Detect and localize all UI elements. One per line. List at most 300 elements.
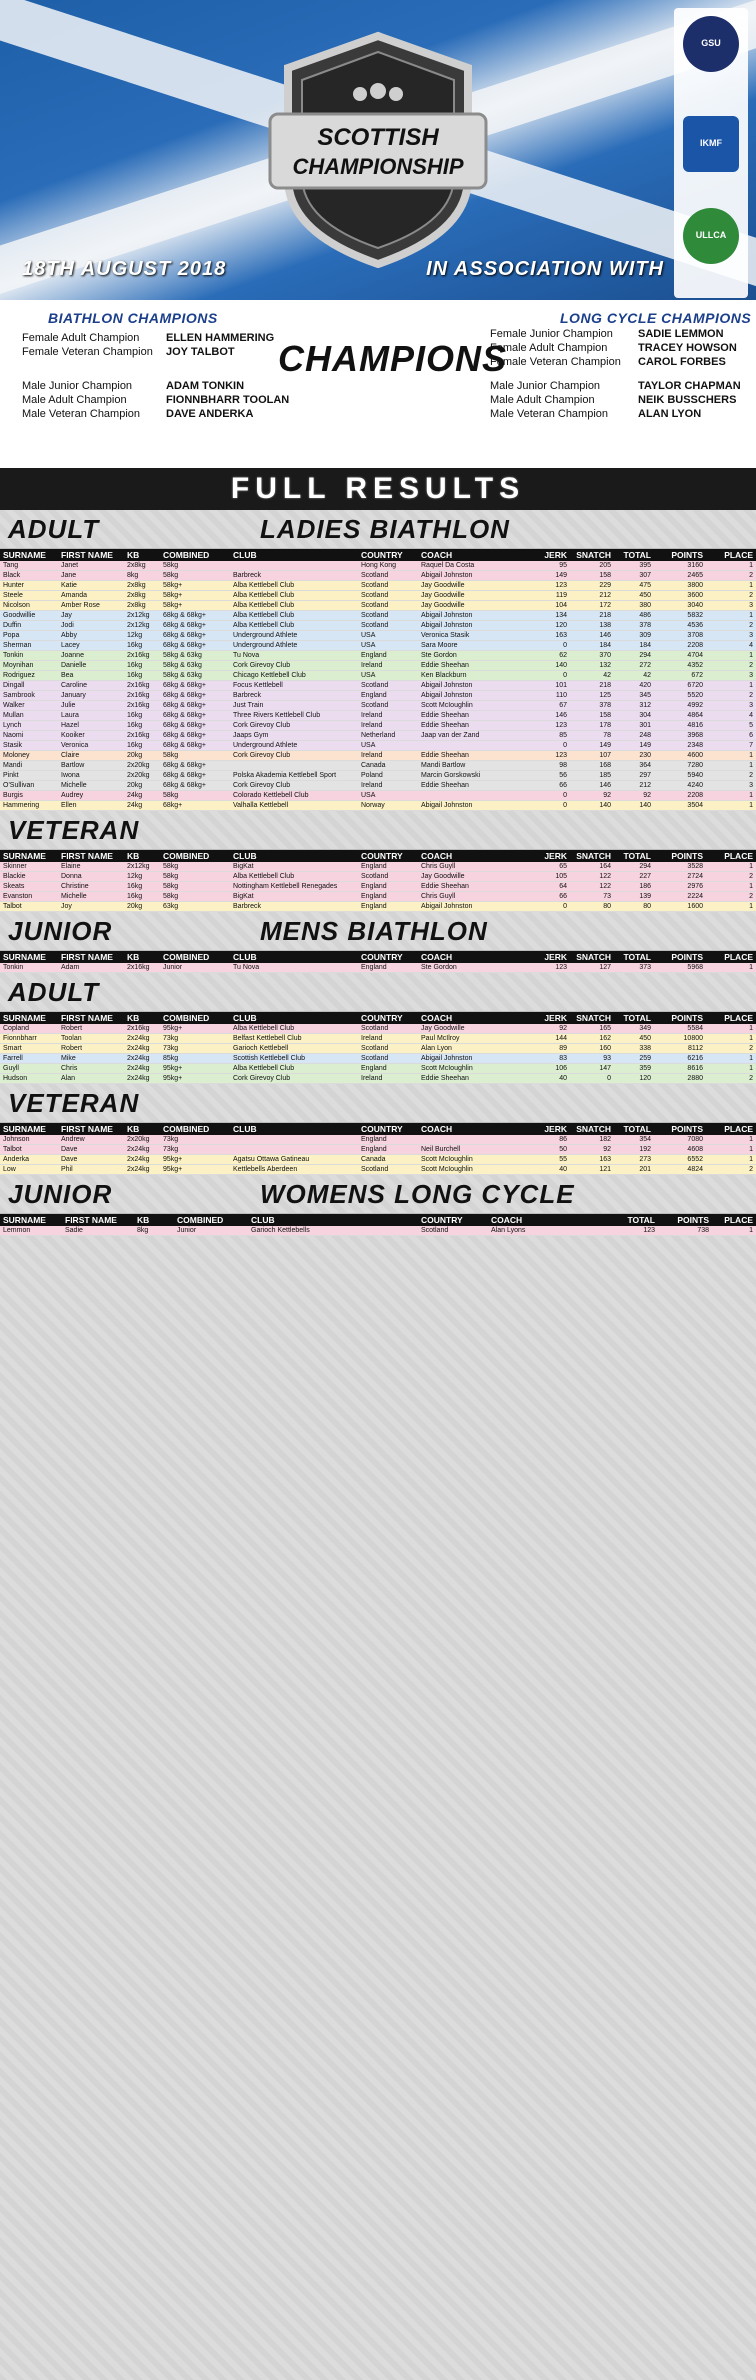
champion-label: Female Adult Champion <box>490 342 608 354</box>
gsu-logo-text: GSU <box>701 38 721 48</box>
table-cell: Scotland <box>358 681 418 691</box>
column-header: CLUB <box>230 951 358 963</box>
table-cell: Just Train <box>230 701 358 711</box>
table-cell: 4824 <box>654 1165 706 1175</box>
table-cell: Belfast Kettlebell Club <box>230 1034 358 1044</box>
table-cell: 0 <box>530 641 570 651</box>
table-cell: 1 <box>706 581 756 591</box>
table-cell: 1 <box>706 1034 756 1044</box>
table-cell: Scotland <box>358 1054 418 1064</box>
table-cell: 475 <box>614 581 654 591</box>
table-cell: 123 <box>530 721 570 731</box>
table-cell: 16kg <box>124 671 160 681</box>
table-cell: 2224 <box>654 892 706 902</box>
table-cell: 55 <box>530 1155 570 1165</box>
table-cell: 58kg <box>160 882 230 892</box>
champion-label: Male Junior Champion <box>490 380 601 392</box>
table-cell: 146 <box>570 631 614 641</box>
table-cell: 68kg & 68kg+ <box>160 611 230 621</box>
table-cell: 68kg & 68kg+ <box>160 641 230 651</box>
ikmf-logo <box>683 116 739 172</box>
table-cell: O'Sullivan <box>0 781 58 791</box>
table-cell: 1600 <box>654 902 706 912</box>
table-cell: 230 <box>614 751 654 761</box>
table-cell: Donna <box>58 872 124 882</box>
table-cell: Scotland <box>358 621 418 631</box>
table-cell: Garioch Kettlebell <box>230 1044 358 1054</box>
table-cell: Audrey <box>58 791 124 801</box>
table-cell: 3504 <box>654 801 706 811</box>
table-cell: 3600 <box>654 591 706 601</box>
table-cell: 120 <box>614 1074 654 1084</box>
category-label: JUNIOR <box>8 1179 113 1209</box>
table-cell: Popa <box>0 631 58 641</box>
table-cell: Chris <box>58 1064 124 1074</box>
table-header-row <box>0 1012 756 1024</box>
table-cell: BigKat <box>230 862 358 872</box>
results-table <box>0 1123 756 1175</box>
column-header: FIRST NAME <box>58 1012 124 1024</box>
table-row <box>0 581 756 591</box>
table-cell: Netherland <box>358 731 418 741</box>
table-cell: USA <box>358 641 418 651</box>
table-cell: Barbreck <box>230 571 358 581</box>
table-cell: 5940 <box>654 771 706 781</box>
table-cell: USA <box>358 791 418 801</box>
table-cell: 73 <box>570 892 614 902</box>
table-cell: Jaap van der Zand <box>418 731 530 741</box>
table-cell <box>418 1135 530 1145</box>
column-header: TOTAL <box>608 1214 658 1226</box>
event-date: 18TH AUGUST 2018 <box>22 258 227 280</box>
table-cell: Mike <box>58 1054 124 1064</box>
table-cell: 2x16kg <box>124 691 160 701</box>
table-cell: Tang <box>0 561 58 571</box>
table-cell: Eddie Sheehan <box>418 661 530 671</box>
column-header: JERK <box>530 850 570 862</box>
table-cell: 5832 <box>654 611 706 621</box>
table-cell: 5584 <box>654 1024 706 1034</box>
column-header: COMBINED <box>160 951 230 963</box>
table-cell: Ellen <box>58 801 124 811</box>
column-header: PLACE <box>706 951 756 963</box>
table-cell: 2x20kg <box>124 771 160 781</box>
table-cell: 2x20kg <box>124 1135 160 1145</box>
table-cell: England <box>358 691 418 701</box>
champions-panel <box>0 300 756 468</box>
table-cell: 58kg <box>160 561 230 571</box>
table-cell <box>418 741 530 751</box>
column-header: SNATCH <box>570 850 614 862</box>
results-table <box>0 850 756 912</box>
table-cell: 373 <box>614 963 654 973</box>
table-cell: 4704 <box>654 651 706 661</box>
table-cell: 73kg <box>160 1135 230 1145</box>
column-header: CLUB <box>230 549 358 561</box>
table-cell: 349 <box>614 1024 654 1034</box>
table-cell: 378 <box>570 701 614 711</box>
table-cell: 2x12kg <box>124 621 160 631</box>
champion-label: Female Veteran Champion <box>490 356 621 368</box>
table-cell: Jay Goodwille <box>418 591 530 601</box>
column-header: FIRST NAME <box>62 1214 134 1226</box>
table-cell: Skinner <box>0 862 58 872</box>
longcycle-champions-title: LONG CYCLE CHAMPIONS <box>560 310 752 326</box>
table-cell: 380 <box>614 601 654 611</box>
table-cell: 309 <box>614 631 654 641</box>
table-cell: Garioch Kettlebells <box>248 1226 418 1236</box>
table-row <box>0 701 756 711</box>
column-header: TOTAL <box>614 1123 654 1135</box>
table-cell: 92 <box>614 791 654 801</box>
table-cell: 163 <box>570 1155 614 1165</box>
table-cell: Polska Akademia Kettlebell Sport <box>230 771 358 781</box>
table-cell: Ireland <box>358 781 418 791</box>
table-cell: Underground Athlete <box>230 641 358 651</box>
table-cell: Alba Kettlebell Club <box>230 601 358 611</box>
table-cell: Laura <box>58 711 124 721</box>
table-header-row <box>0 549 756 561</box>
table-cell: Scott McIoughlin <box>418 1165 530 1175</box>
table-cell: 63kg <box>160 902 230 912</box>
table-cell: Chicago Kettlebell Club <box>230 671 358 681</box>
table-cell: 68kg & 68kg+ <box>160 711 230 721</box>
table-cell: 85kg <box>160 1054 230 1064</box>
table-cell: 229 <box>570 581 614 591</box>
table-cell: 338 <box>614 1044 654 1054</box>
table-cell: 104 <box>530 601 570 611</box>
table-cell: Dave <box>58 1155 124 1165</box>
table-cell: Moynihan <box>0 661 58 671</box>
column-header: COUNTRY <box>358 1012 418 1024</box>
table-cell: 73kg <box>160 1034 230 1044</box>
table-cell: Eddie Sheehan <box>418 721 530 731</box>
column-header: SNATCH <box>570 951 614 963</box>
table-cell: 2x8kg <box>124 591 160 601</box>
table-row <box>0 791 756 801</box>
table-cell: Underground Athlete <box>230 631 358 641</box>
champion-row <box>22 346 153 358</box>
table-cell: 20kg <box>124 751 160 761</box>
table-cell: BigKat <box>230 892 358 902</box>
table-cell: Junior <box>160 963 230 973</box>
table-cell: Abigail Johnston <box>418 691 530 701</box>
column-header: POINTS <box>654 850 706 862</box>
table-cell: 192 <box>614 1145 654 1155</box>
table-cell: 3 <box>706 631 756 641</box>
table-cell: 5520 <box>654 691 706 701</box>
table-cell: 95kg+ <box>160 1024 230 1034</box>
champion-row <box>22 380 132 392</box>
table-cell: 3 <box>706 701 756 711</box>
table-cell: 3708 <box>654 631 706 641</box>
table-cell: Christine <box>58 882 124 892</box>
table-cell: 1 <box>706 651 756 661</box>
table-cell: 92 <box>570 791 614 801</box>
table-cell: 420 <box>614 681 654 691</box>
results-table <box>0 549 756 811</box>
table-cell: 139 <box>614 892 654 902</box>
table-cell: Copland <box>0 1024 58 1034</box>
table-row <box>0 721 756 731</box>
champion-name: JOY TALBOT <box>166 346 235 358</box>
table-cell: 8kg <box>124 571 160 581</box>
table-row <box>0 1064 756 1074</box>
section-header <box>0 1084 756 1123</box>
table-cell: Joy <box>58 902 124 912</box>
column-header: SURNAME <box>0 549 58 561</box>
table-cell: 165 <box>570 1024 614 1034</box>
column-header: COMBINED <box>160 1123 230 1135</box>
table-cell: 58kg+ <box>160 581 230 591</box>
column-header: POINTS <box>654 1123 706 1135</box>
column-header: COACH <box>418 549 530 561</box>
column-header: PLACE <box>712 1214 756 1226</box>
table-cell: Abigail Johnston <box>418 621 530 631</box>
table-cell: 58kg & 63kg <box>160 651 230 661</box>
table-cell: 92 <box>570 1145 614 1155</box>
table-cell: 2x24kg <box>124 1064 160 1074</box>
table-cell: 259 <box>614 1054 654 1064</box>
table-cell: 3160 <box>654 561 706 571</box>
table-cell: 8kg <box>134 1226 174 1236</box>
table-cell: 68kg & 68kg+ <box>160 621 230 631</box>
table-row <box>0 621 756 631</box>
table-cell: Ken Blackburn <box>418 671 530 681</box>
table-cell: 1 <box>706 801 756 811</box>
category-label: ADULT <box>8 977 100 1007</box>
table-cell: Amber Rose <box>58 601 124 611</box>
table-cell: 8616 <box>654 1064 706 1074</box>
table-row <box>0 781 756 791</box>
table-cell: 147 <box>570 1064 614 1074</box>
table-cell: Pinkt <box>0 771 58 781</box>
table-cell: 40 <box>530 1074 570 1084</box>
section-header <box>0 912 756 951</box>
table-cell: 3 <box>706 781 756 791</box>
table-header-row <box>0 951 756 963</box>
column-header: SURNAME <box>0 1214 62 1226</box>
table-row <box>0 882 756 892</box>
table-cell: 50 <box>530 1145 570 1155</box>
table-cell: 120 <box>530 621 570 631</box>
column-header: KB <box>124 1123 160 1135</box>
table-cell: 312 <box>614 701 654 711</box>
table-cell: Alba Kettlebell Club <box>230 621 358 631</box>
table-cell: 0 <box>530 902 570 912</box>
table-cell: 68kg & 68kg+ <box>160 681 230 691</box>
table-cell: Sadie <box>62 1226 134 1236</box>
table-cell: 4240 <box>654 781 706 791</box>
column-header: KB <box>134 1214 174 1226</box>
table-cell: Andrew <box>58 1135 124 1145</box>
table-cell <box>230 561 358 571</box>
table-cell: Danielle <box>58 661 124 671</box>
table-cell: 168 <box>570 761 614 771</box>
column-header: SURNAME <box>0 1012 58 1024</box>
table-cell: 738 <box>658 1226 712 1236</box>
table-cell: Julie <box>58 701 124 711</box>
table-cell: Eddie Sheehan <box>418 751 530 761</box>
category-label: VETERAN <box>8 1088 140 1118</box>
champion-name: ADAM TONKIN <box>166 380 245 392</box>
table-cell: 3 <box>706 601 756 611</box>
table-cell: 2348 <box>654 741 706 751</box>
champion-label: Female Junior Champion <box>490 328 613 340</box>
table-cell: 93 <box>570 1054 614 1064</box>
table-cell: 138 <box>570 621 614 631</box>
table-cell: 149 <box>530 571 570 581</box>
table-cell: January <box>58 691 124 701</box>
table-cell: Adam <box>58 963 124 973</box>
table-cell: Claire <box>58 751 124 761</box>
table-cell: Ste Gordon <box>418 963 530 973</box>
column-header: SNATCH <box>570 549 614 561</box>
champion-row <box>22 332 139 344</box>
table-cell: 4608 <box>654 1145 706 1155</box>
table-row <box>0 872 756 882</box>
table-row <box>0 691 756 701</box>
table-cell: 73kg <box>160 1044 230 1054</box>
table-cell: 248 <box>614 731 654 741</box>
table-cell: 16kg <box>124 661 160 671</box>
table-cell: 58kg <box>160 791 230 801</box>
column-header: COUNTRY <box>358 850 418 862</box>
champion-name: DAVE ANDERKA <box>166 408 254 420</box>
table-row <box>0 963 756 973</box>
table-cell: 132 <box>570 661 614 671</box>
table-cell: Scotland <box>358 1024 418 1034</box>
table-cell: 0 <box>530 801 570 811</box>
table-cell: Walker <box>0 701 58 711</box>
table-cell: Michelle <box>58 781 124 791</box>
table-cell: 4864 <box>654 711 706 721</box>
table-cell: Alba Kettlebell Club <box>230 591 358 601</box>
table-cell: 105 <box>530 872 570 882</box>
table-cell: 78 <box>570 731 614 741</box>
table-cell: 2 <box>706 771 756 781</box>
table-cell: Marcin Gorskowski <box>418 771 530 781</box>
full-results-banner: FULL RESULTS <box>0 468 756 510</box>
table-cell: Jay Goodwille <box>418 601 530 611</box>
table-cell: Ireland <box>358 1034 418 1044</box>
champion-name: NEIK BUSSCHERS <box>638 394 737 406</box>
table-cell: 16kg <box>124 892 160 902</box>
table-cell: 2976 <box>654 882 706 892</box>
table-cell: 89 <box>530 1044 570 1054</box>
table-cell: 64 <box>530 882 570 892</box>
champion-row <box>22 394 127 406</box>
table-cell: 2465 <box>654 571 706 581</box>
table-row <box>0 801 756 811</box>
champions-heading: CHAMPIONS <box>278 338 508 379</box>
table-cell: Mullan <box>0 711 58 721</box>
table-row <box>0 751 756 761</box>
table-cell <box>230 761 358 771</box>
table-header-row <box>0 850 756 862</box>
champion-name: FIONNBHARR TOOLAN <box>166 394 290 406</box>
table-cell: Bartlow <box>58 761 124 771</box>
table-cell: Bea <box>58 671 124 681</box>
table-row <box>0 661 756 671</box>
column-header: COMBINED <box>160 1012 230 1024</box>
table-row <box>0 711 756 721</box>
table-cell: Dingall <box>0 681 58 691</box>
table-cell: 12kg <box>124 872 160 882</box>
table-cell: Scotland <box>358 1165 418 1175</box>
table-cell: 185 <box>570 771 614 781</box>
table-cell: 122 <box>570 872 614 882</box>
table-cell: 2x24kg <box>124 1165 160 1175</box>
table-cell: 2x12kg <box>124 611 160 621</box>
table-cell: 40 <box>530 1165 570 1175</box>
table-cell: 2 <box>706 661 756 671</box>
table-cell: Scotland <box>358 701 418 711</box>
table-cell: Abigail Johnston <box>418 902 530 912</box>
table-cell: Raquel Da Costa <box>418 561 530 571</box>
table-cell: Caroline <box>58 681 124 691</box>
table-cell: 140 <box>570 801 614 811</box>
association-label: IN ASSOCIATION WITH <box>426 258 664 280</box>
table-cell: Skeats <box>0 882 58 892</box>
table-cell: Michelle <box>58 892 124 902</box>
table-cell: Cork Girevoy Club <box>230 781 358 791</box>
table-cell: 140 <box>530 661 570 671</box>
table-cell: 123 <box>530 581 570 591</box>
table-cell: Abigail Johnston <box>418 611 530 621</box>
category-label: ADULT <box>8 514 100 544</box>
results-table <box>0 1214 756 1236</box>
table-cell: Paul McIlroy <box>418 1034 530 1044</box>
table-cell: 212 <box>570 591 614 601</box>
table-cell: 395 <box>614 561 654 571</box>
table-cell: Jane <box>58 571 124 581</box>
table-row <box>0 571 756 581</box>
table-cell: Canada <box>358 1155 418 1165</box>
table-cell: 182 <box>570 1135 614 1145</box>
table-cell: Amanda <box>58 591 124 601</box>
mens-biathlon-junior-section <box>0 912 756 973</box>
remaining-results-area <box>0 1236 756 2380</box>
table-cell: 58kg <box>160 862 230 872</box>
table-cell: Abigail Johnston <box>418 681 530 691</box>
table-header-row <box>0 1214 756 1226</box>
column-header: COUNTRY <box>418 1214 488 1226</box>
champion-label: Male Adult Champion <box>22 394 127 406</box>
table-cell: 86 <box>530 1135 570 1145</box>
table-cell: 307 <box>614 571 654 581</box>
table-cell: Sherman <box>0 641 58 651</box>
table-cell: 68kg & 68kg+ <box>160 721 230 731</box>
table-cell: Lacey <box>58 641 124 651</box>
table-cell: 16kg <box>124 711 160 721</box>
table-row <box>0 892 756 902</box>
column-header: KB <box>124 850 160 862</box>
table-cell: Hudson <box>0 1074 58 1084</box>
column-header: PLACE <box>706 1012 756 1024</box>
table-cell: 68kg & 68kg+ <box>160 761 230 771</box>
table-cell: 4816 <box>654 721 706 731</box>
table-cell: Three Rivers Kettlebell Club <box>230 711 358 721</box>
table-cell: 144 <box>530 1034 570 1044</box>
table-cell: 140 <box>614 801 654 811</box>
table-cell: 1 <box>706 1155 756 1165</box>
table-cell: Farrell <box>0 1054 58 1064</box>
table-cell: 2x8kg <box>124 581 160 591</box>
table-cell: 2x24kg <box>124 1074 160 1084</box>
event-label: LADIES BIATHLON <box>260 514 510 544</box>
table-cell: Robert <box>58 1024 124 1034</box>
